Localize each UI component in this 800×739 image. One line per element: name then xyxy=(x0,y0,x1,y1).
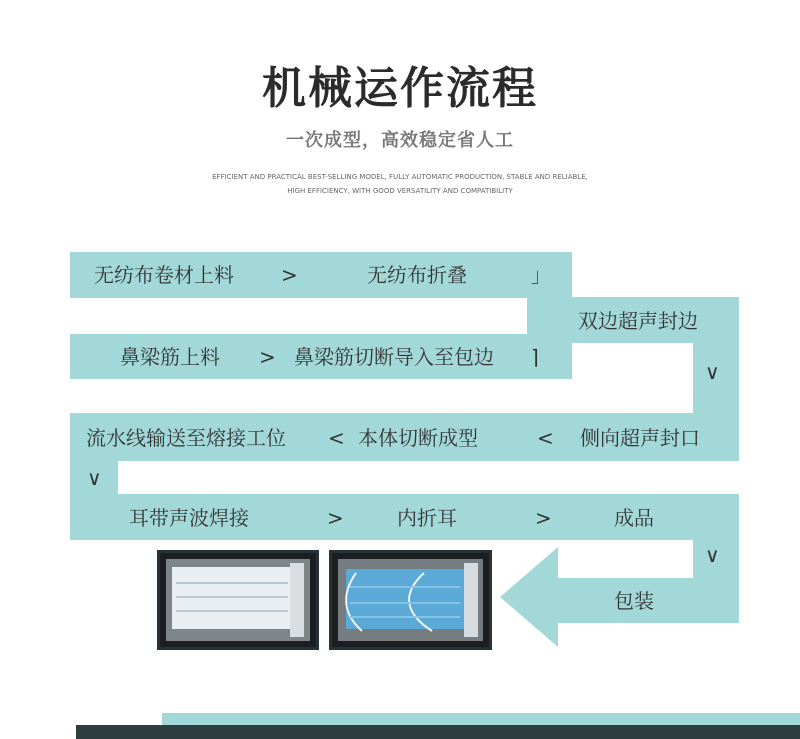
english-line-2: HIGH EFFICIENCY, WITH GOOD VERSATILITY AND COMPATIBILITY xyxy=(287,187,513,195)
arrow-down-icon: ∨ xyxy=(87,466,102,490)
step-double-edge-ultrasonic-sealing: 双边超声封边 xyxy=(578,309,698,333)
step-inner-fold-ear: 内折耳 xyxy=(397,506,457,530)
page-subtitle: 一次成型，高效稳定省人工 xyxy=(286,130,514,151)
corner-turn-icon: 」 xyxy=(531,263,551,287)
left-arrow-icon xyxy=(500,547,560,647)
step-packaging: 包装 xyxy=(614,589,654,613)
step-body-cutting-forming: 本体切断成型 xyxy=(358,426,478,450)
arrow-down-icon: ∨ xyxy=(705,360,720,384)
arrow-right-icon: > xyxy=(535,506,552,530)
step-ear-loop-welding: 耳带声波焊接 xyxy=(129,506,249,530)
step-nose-wire-cut-to-binding: 鼻梁筋切断导入至包边 xyxy=(294,345,494,369)
step-fabric-roll-loading: 无纺布卷材上料 xyxy=(94,263,234,287)
english-line-1: EFFICIENT AND PRACTICAL BEST-SELLING MODEL, FULLY AUTOMATIC PRODUCTION, STABLE AND RELIABLE, xyxy=(212,173,588,181)
arrow-right-icon: > xyxy=(259,345,276,369)
arrow-left-icon: < xyxy=(537,426,554,450)
english-description xyxy=(0,170,800,198)
step-conveyor-to-welding-station: 流水线输送至熔接工位 xyxy=(86,426,286,450)
arrow-left-icon: < xyxy=(328,426,345,450)
packaged-mask-blue-photo xyxy=(329,550,492,650)
arrow-down-icon: ∨ xyxy=(705,543,720,567)
step-finished-product: 成品 xyxy=(614,506,654,530)
corner-turn-icon: ⌉ xyxy=(531,345,539,369)
arrow-right-icon: > xyxy=(327,506,344,530)
page-title: 机械运作流程 xyxy=(262,63,538,114)
step-side-ultrasonic-sealing: 侧向超声封口 xyxy=(580,426,700,450)
packaged-mask-white-photo xyxy=(157,550,319,650)
step-fabric-folding: 无纺布折叠 xyxy=(367,263,467,287)
step-nose-wire-loading: 鼻梁筋上料 xyxy=(120,345,220,369)
arrow-right-icon: > xyxy=(281,263,298,287)
footer-dark-bar xyxy=(76,725,800,739)
